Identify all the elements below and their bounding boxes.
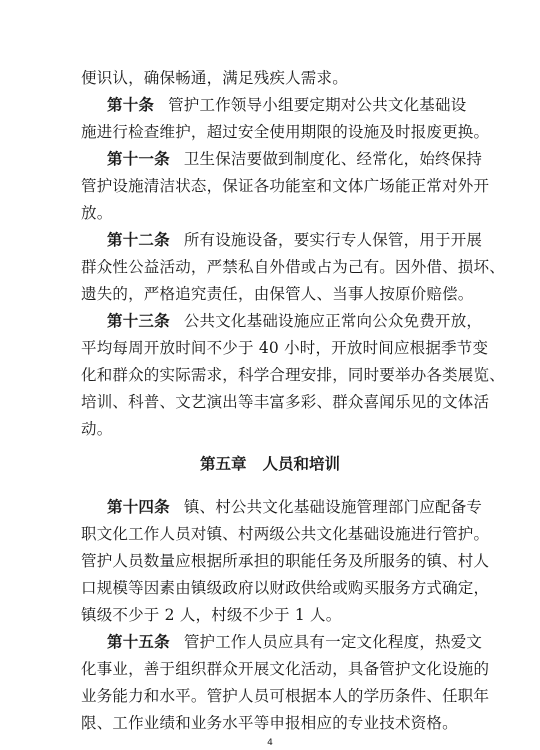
text-line: 职文化工作人员对镇、村两级公共文化基础设施进行管护。 <box>81 525 490 543</box>
article-12-first-line <box>107 229 483 251</box>
chapter-number: 第五章 <box>199 455 247 473</box>
text-line: 管护工作人员应具有一定文化程度，热爱文 <box>183 633 483 651</box>
article-15-first-line <box>107 631 483 653</box>
text-line: 镇级不少于 2 人，村级不少于 1 人。 <box>81 606 342 624</box>
article-15-title: 第十五条 <box>107 632 170 651</box>
text-line: 限、工作业绩和业务水平等申报相应的专业技术资格。 <box>81 714 458 732</box>
text-line: 动。 <box>81 420 113 438</box>
text-line: 遗失的，严格追究责任，由保管人、当事人按原价赔偿。 <box>81 285 474 303</box>
text-line: 口规模等因素由镇级政府以财政供给或购买服务方式确定， <box>81 579 490 597</box>
article-14-first-line <box>107 496 483 518</box>
text-line: 群众性公益活动，严禁私自外借或占为己有。因外借、损坏、 <box>81 258 505 276</box>
text-line: 公共文化基础设施应正常向公众免费开放， <box>183 312 483 330</box>
text-line: 管护工作领导小组要定期对公共文化基础设 <box>168 96 467 114</box>
article-11-title: 第十一条 <box>107 149 170 168</box>
text-line: 管护设施清洁状态，保证各功能室和文体广场能正常对外开 <box>81 177 490 195</box>
text-line: 放。 <box>81 204 113 222</box>
article-10-first-line <box>107 94 467 116</box>
article-11-first-line <box>107 148 483 170</box>
article-12-title: 第十二条 <box>107 230 170 249</box>
article-13-first-line <box>107 310 483 332</box>
text-line: 业务能力和水平。管护人员可根据本人的学历条件、任职年 <box>81 687 490 705</box>
text-line: 卫生保洁要做到制度化、经常化，始终保持 <box>183 150 483 168</box>
article-14-title: 第十四条 <box>107 497 170 516</box>
text-line: 镇、村公共文化基础设施管理部门应配备专 <box>183 498 483 516</box>
text-line: 管护人员数量应根据所承担的职能任务及所服务的镇、村人 <box>81 552 490 570</box>
text-line: 化事业，善于组织群众开展文化活动，具备管护文化设施的 <box>81 660 490 678</box>
chapter-title: 人员和培训 <box>262 455 341 473</box>
page-number: 4 <box>267 738 273 748</box>
article-13-title: 第十三条 <box>107 311 170 330</box>
text-line: 平均每周开放时间不少于 40 小时，开放时间应根据季节变 <box>81 339 489 357</box>
text-line: 所有设施设备，要实行专人保管，用于开展 <box>183 231 483 249</box>
chapter-heading <box>0 453 540 475</box>
text-line: 培训、科普、文艺演出等丰富多彩、群众喜闻乐见的文体活 <box>81 393 490 411</box>
text-line: 化和群众的实际需求，科学合理安排，同时要举办各类展览、 <box>81 366 505 384</box>
text-line: 便识认，确保畅通，满足残疾人需求。 <box>81 69 348 87</box>
article-10-title: 第十条 <box>107 95 155 114</box>
text-line: 施进行检查维护，超过安全使用期限的设施及时报废更换。 <box>81 123 490 141</box>
